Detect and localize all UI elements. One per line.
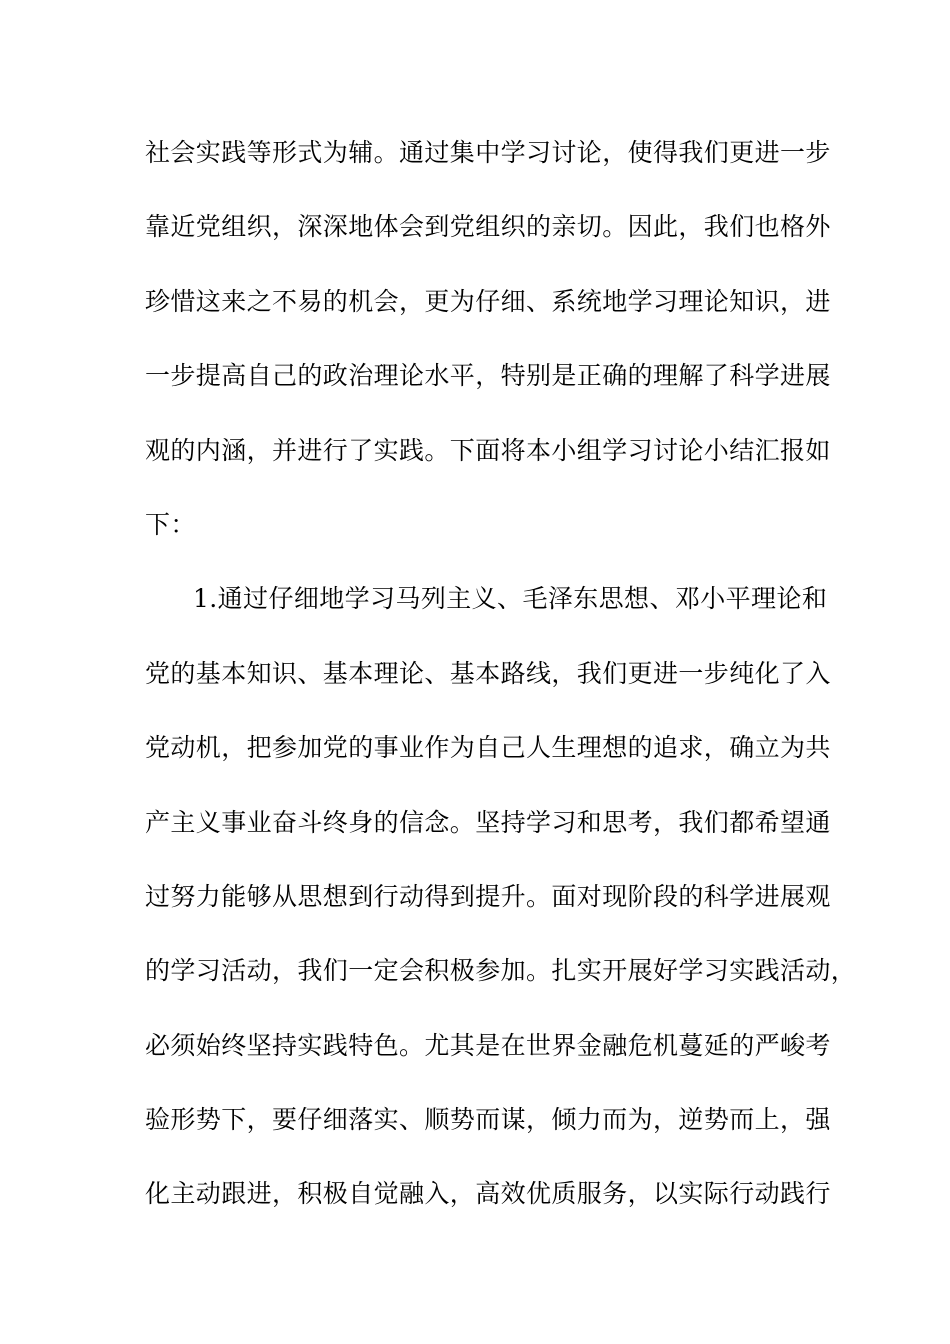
text-line: 靠近党组织，深深地体会到党组织的亲切。因此，我们也格外 [145, 212, 831, 242]
text-line: 验形势下，要仔细落实、顺势而谋，倾力而为，逆势而上，强 [145, 1105, 831, 1135]
body-text [145, 128, 857, 1244]
text-line: 的学习活动，我们一定会积极参加。扎实开展好学习实践活动， [145, 956, 857, 986]
text-line: 必须始终坚持实践特色。尤其是在世界金融危机蔓延的严峻考 [145, 1030, 831, 1060]
text-line: 产主义事业奋斗终身的信念。坚持学习和思考，我们都希望通 [145, 807, 831, 837]
text-line: 社会实践等形式为辅。通过集中学习讨论，使得我们更进一步 [145, 138, 831, 167]
text-line: 下： [145, 509, 196, 539]
text-line: 党的基本知识、基本理论、基本路线，我们更进一步纯化了入 [145, 658, 831, 688]
paragraph-first-line: 1.通过仔细地学习马列主义、毛泽东思想、邓小平理论和 [193, 584, 828, 614]
text-line: 化主动跟进，积极自觉融入，高效优质服务，以实际行动践行 [145, 1179, 831, 1209]
text-line: 一步提高自己的政治理论水平，特别是正确的理解了科学进展 [145, 361, 831, 391]
text-line: 党动机，把参加党的事业作为自己人生理想的追求，确立为共 [145, 733, 831, 763]
text-line: 珍惜这来之不易的机会，更为仔细、系统地学习理论知识，进 [145, 286, 831, 316]
text-line: 过努力能够从思想到行动得到提升。面对现阶段的科学进展观 [145, 881, 831, 911]
text-line: 观的内涵，并进行了实践。下面将本小组学习讨论小结汇报如 [145, 435, 831, 465]
